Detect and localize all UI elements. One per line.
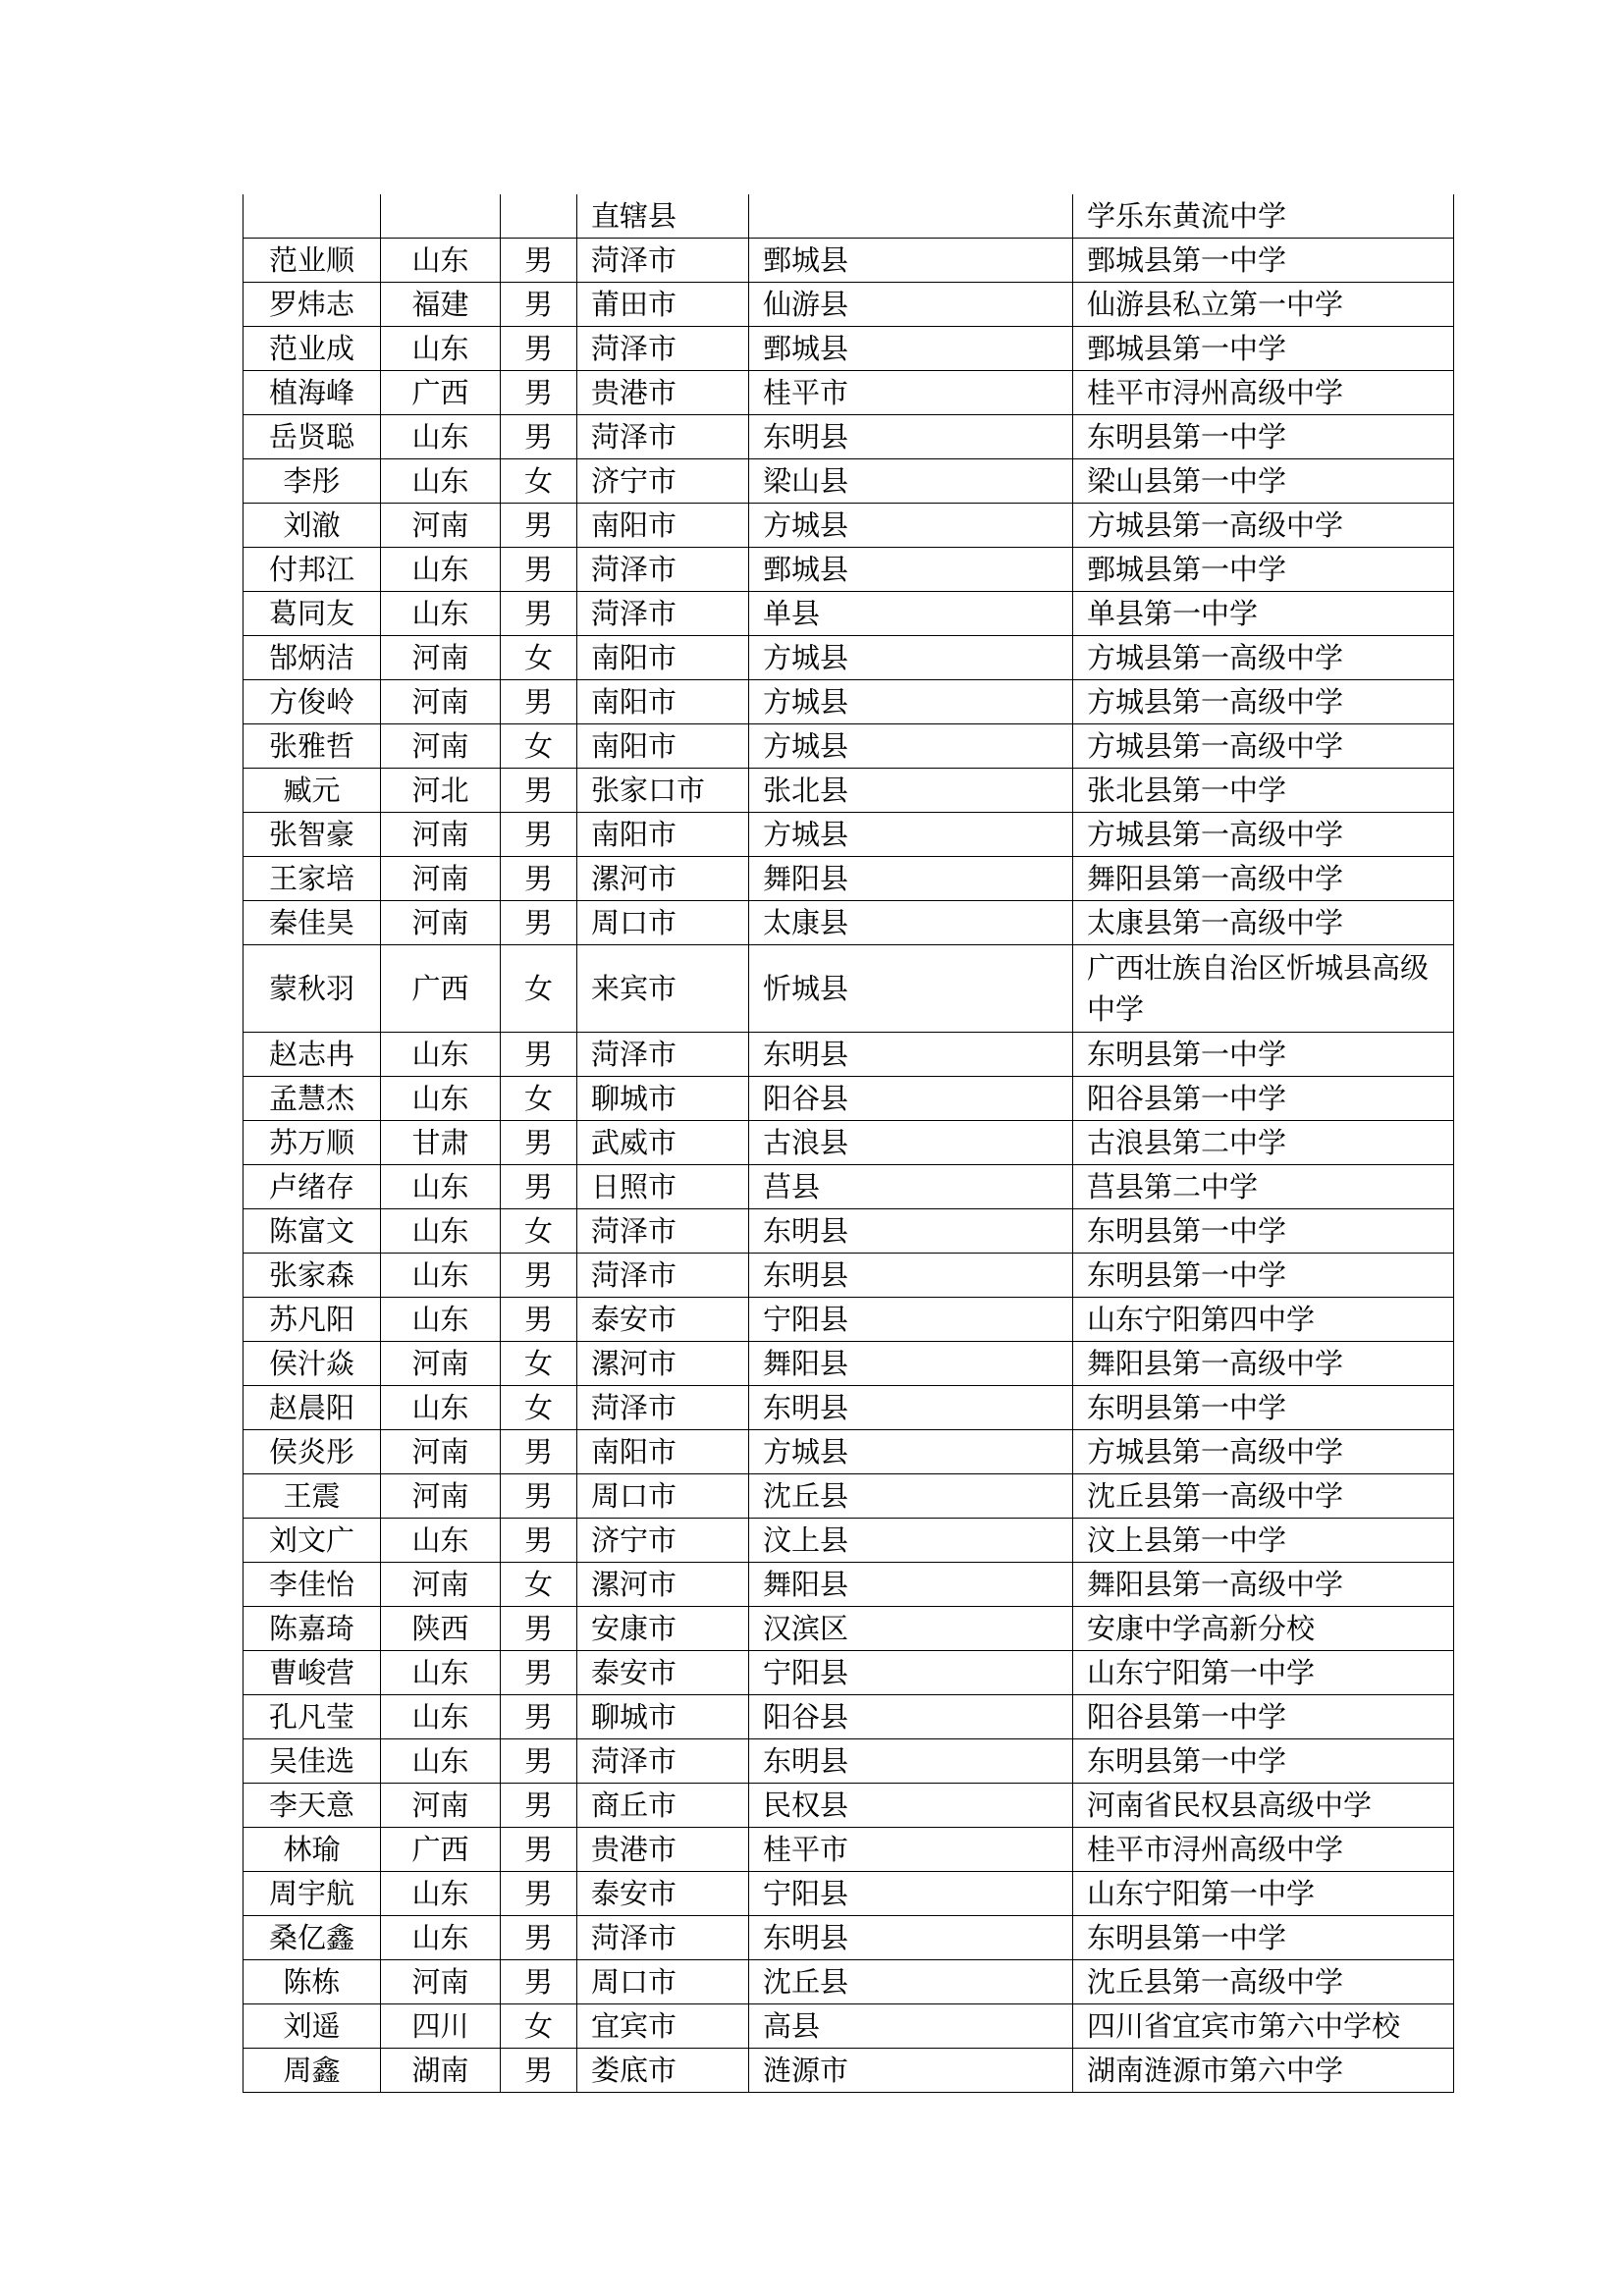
cell-name: 刘澈 <box>244 504 381 548</box>
cell-school: 梁山县第一中学 <box>1073 459 1454 504</box>
cell-city: 菏泽市 <box>577 1209 749 1254</box>
cell-sex: 女 <box>501 1386 577 1430</box>
table-row <box>244 1739 1454 1784</box>
cell-county: 阳谷县 <box>749 1077 1073 1121</box>
table-row <box>244 1121 1454 1165</box>
cell-county: 张北县 <box>749 769 1073 813</box>
table-row <box>244 1033 1454 1077</box>
cell-sex: 男 <box>501 371 577 415</box>
cell-county: 单县 <box>749 592 1073 636</box>
table-row <box>244 1651 1454 1695</box>
cell-sex: 男 <box>501 504 577 548</box>
cell-city: 泰安市 <box>577 1298 749 1342</box>
cell-school: 方城县第一高级中学 <box>1073 813 1454 857</box>
cell-name: 刘文广 <box>244 1519 381 1563</box>
cell-school: 东明县第一中学 <box>1073 1254 1454 1298</box>
cell-county: 汶上县 <box>749 1519 1073 1563</box>
cell-city: 南阳市 <box>577 724 749 769</box>
table-row <box>244 1607 1454 1651</box>
cell-province: 山东 <box>381 1739 501 1784</box>
cell-county: 鄄城县 <box>749 239 1073 283</box>
cell-county: 舞阳县 <box>749 1342 1073 1386</box>
cell-province: 山东 <box>381 1651 501 1695</box>
cell-province: 河南 <box>381 1784 501 1828</box>
cell-county: 梁山县 <box>749 459 1073 504</box>
cell-sex: 女 <box>501 459 577 504</box>
cell-city: 南阳市 <box>577 813 749 857</box>
cell-city: 宜宾市 <box>577 2004 749 2049</box>
cell-city: 武威市 <box>577 1121 749 1165</box>
cell-city: 菏泽市 <box>577 1386 749 1430</box>
cell-province: 甘肃 <box>381 1121 501 1165</box>
cell-city: 漯河市 <box>577 1342 749 1386</box>
table-row-continued <box>244 194 1454 239</box>
cell-school: 阳谷县第一中学 <box>1073 1695 1454 1739</box>
cell-school: 沈丘县第一高级中学 <box>1073 1960 1454 2004</box>
cell-school: 方城县第一高级中学 <box>1073 724 1454 769</box>
cell-school: 安康中学高新分校 <box>1073 1607 1454 1651</box>
cell-county: 东明县 <box>749 1916 1073 1960</box>
cell-province: 河南 <box>381 680 501 724</box>
cell-name: 蒙秋羽 <box>244 945 381 1033</box>
cell-school: 鄄城县第一中学 <box>1073 327 1454 371</box>
cell-name: 卢绪存 <box>244 1165 381 1209</box>
cell-sex: 男 <box>501 283 577 327</box>
cell-county: 莒县 <box>749 1165 1073 1209</box>
cell-county: 宁阳县 <box>749 1298 1073 1342</box>
table-row <box>244 680 1454 724</box>
cell-school: 山东宁阳第四中学 <box>1073 1298 1454 1342</box>
cell-school: 东明县第一中学 <box>1073 1739 1454 1784</box>
cell-sex: 男 <box>501 1828 577 1872</box>
table-row <box>244 1563 1454 1607</box>
cell-school: 舞阳县第一高级中学 <box>1073 1563 1454 1607</box>
cell-county: 舞阳县 <box>749 857 1073 901</box>
table-row <box>244 327 1454 371</box>
cell-city: 来宾市 <box>577 945 749 1033</box>
cell-province: 福建 <box>381 283 501 327</box>
cell-sex: 女 <box>501 1563 577 1607</box>
cell-name: 张智豪 <box>244 813 381 857</box>
table-row <box>244 239 1454 283</box>
cell-county: 东明县 <box>749 1254 1073 1298</box>
table-row <box>244 415 1454 459</box>
cell-sex: 女 <box>501 636 577 680</box>
cell-province <box>381 194 501 239</box>
cell-city: 张家口市 <box>577 769 749 813</box>
cell-province: 广西 <box>381 371 501 415</box>
cell-name: 刘遥 <box>244 2004 381 2049</box>
cell-school: 方城县第一高级中学 <box>1073 636 1454 680</box>
cell-province: 广西 <box>381 945 501 1033</box>
cell-city: 菏泽市 <box>577 1739 749 1784</box>
table-row <box>244 2004 1454 2049</box>
cell-province: 河南 <box>381 901 501 945</box>
cell-city: 日照市 <box>577 1165 749 1209</box>
cell-name: 侯炎彤 <box>244 1430 381 1474</box>
cell-city: 漯河市 <box>577 1563 749 1607</box>
cell-county: 方城县 <box>749 724 1073 769</box>
table-row <box>244 1342 1454 1386</box>
cell-county: 涟源市 <box>749 2049 1073 2093</box>
cell-school: 鄄城县第一中学 <box>1073 548 1454 592</box>
cell-province: 河北 <box>381 769 501 813</box>
table-row <box>244 371 1454 415</box>
table-row <box>244 1960 1454 2004</box>
table-row <box>244 901 1454 945</box>
cell-county: 方城县 <box>749 636 1073 680</box>
cell-school: 舞阳县第一高级中学 <box>1073 857 1454 901</box>
cell-name: 付邦江 <box>244 548 381 592</box>
table-row <box>244 1828 1454 1872</box>
cell-sex: 女 <box>501 945 577 1033</box>
table-row <box>244 1209 1454 1254</box>
cell-name: 林瑜 <box>244 1828 381 1872</box>
cell-county: 舞阳县 <box>749 1563 1073 1607</box>
cell-school: 东明县第一中学 <box>1073 1209 1454 1254</box>
cell-province: 河南 <box>381 857 501 901</box>
table-row <box>244 945 1454 1033</box>
cell-province: 山东 <box>381 1254 501 1298</box>
cell-county: 高县 <box>749 2004 1073 2049</box>
cell-county: 鄄城县 <box>749 327 1073 371</box>
cell-sex: 男 <box>501 1739 577 1784</box>
cell-school: 东明县第一中学 <box>1073 1033 1454 1077</box>
cell-province: 河南 <box>381 813 501 857</box>
cell-name: 周宇航 <box>244 1872 381 1916</box>
cell-sex: 男 <box>501 1033 577 1077</box>
cell-sex: 男 <box>501 769 577 813</box>
cell-sex: 女 <box>501 1342 577 1386</box>
cell-city: 南阳市 <box>577 1430 749 1474</box>
table-row <box>244 1872 1454 1916</box>
cell-county: 宁阳县 <box>749 1651 1073 1695</box>
cell-sex: 女 <box>501 2004 577 2049</box>
cell-name: 孔凡莹 <box>244 1695 381 1739</box>
cell-province: 山东 <box>381 548 501 592</box>
cell-sex: 男 <box>501 1474 577 1519</box>
cell-sex: 男 <box>501 548 577 592</box>
cell-city: 聊城市 <box>577 1077 749 1121</box>
cell-county: 忻城县 <box>749 945 1073 1033</box>
cell-province: 广西 <box>381 1828 501 1872</box>
cell-province: 湖南 <box>381 2049 501 2093</box>
cell-name: 桑亿鑫 <box>244 1916 381 1960</box>
cell-name: 秦佳昊 <box>244 901 381 945</box>
cell-sex: 男 <box>501 1607 577 1651</box>
cell-province: 河南 <box>381 724 501 769</box>
cell-province: 河南 <box>381 1960 501 2004</box>
table-row <box>244 1077 1454 1121</box>
cell-name: 李彤 <box>244 459 381 504</box>
cell-county: 方城县 <box>749 813 1073 857</box>
cell-province: 河南 <box>381 1563 501 1607</box>
cell-province: 山东 <box>381 459 501 504</box>
cell-sex: 男 <box>501 1916 577 1960</box>
cell-school: 张北县第一中学 <box>1073 769 1454 813</box>
table-row <box>244 459 1454 504</box>
cell-county: 汉滨区 <box>749 1607 1073 1651</box>
roster-body <box>244 194 1454 2093</box>
cell-county: 方城县 <box>749 504 1073 548</box>
cell-city: 菏泽市 <box>577 239 749 283</box>
cell-name: 王震 <box>244 1474 381 1519</box>
cell-county: 方城县 <box>749 680 1073 724</box>
cell-school: 汶上县第一中学 <box>1073 1519 1454 1563</box>
cell-sex: 女 <box>501 724 577 769</box>
cell-province: 河南 <box>381 636 501 680</box>
cell-sex: 男 <box>501 415 577 459</box>
student-roster-table <box>243 194 1454 2093</box>
cell-school: 方城县第一高级中学 <box>1073 1430 1454 1474</box>
cell-city: 菏泽市 <box>577 1033 749 1077</box>
cell-city: 菏泽市 <box>577 415 749 459</box>
cell-sex: 男 <box>501 1872 577 1916</box>
table-row <box>244 636 1454 680</box>
cell-sex: 男 <box>501 1695 577 1739</box>
cell-province: 山东 <box>381 1916 501 1960</box>
cell-city: 南阳市 <box>577 636 749 680</box>
cell-city: 泰安市 <box>577 1651 749 1695</box>
cell-city: 泰安市 <box>577 1872 749 1916</box>
cell-sex: 女 <box>501 1209 577 1254</box>
cell-county: 宁阳县 <box>749 1872 1073 1916</box>
cell-city: 漯河市 <box>577 857 749 901</box>
cell-province: 四川 <box>381 2004 501 2049</box>
cell-name: 郜炳洁 <box>244 636 381 680</box>
cell-sex: 男 <box>501 1651 577 1695</box>
cell-name: 张雅哲 <box>244 724 381 769</box>
cell-province: 山东 <box>381 1298 501 1342</box>
cell-school: 舞阳县第一高级中学 <box>1073 1342 1454 1386</box>
cell-school: 桂平市浔州高级中学 <box>1073 1828 1454 1872</box>
cell-name: 葛同友 <box>244 592 381 636</box>
cell-name: 周鑫 <box>244 2049 381 2093</box>
cell-province: 山东 <box>381 1386 501 1430</box>
cell-school: 莒县第二中学 <box>1073 1165 1454 1209</box>
cell-county: 方城县 <box>749 1430 1073 1474</box>
table-row <box>244 769 1454 813</box>
cell-name: 侯汁焱 <box>244 1342 381 1386</box>
cell-school: 山东宁阳第一中学 <box>1073 1872 1454 1916</box>
cell-sex: 女 <box>501 1077 577 1121</box>
cell-name: 赵晨阳 <box>244 1386 381 1430</box>
cell-school: 学乐东黄流中学 <box>1073 194 1454 239</box>
cell-province: 河南 <box>381 1342 501 1386</box>
cell-province: 山东 <box>381 239 501 283</box>
cell-name: 赵志冉 <box>244 1033 381 1077</box>
cell-name: 孟慧杰 <box>244 1077 381 1121</box>
cell-city: 周口市 <box>577 1960 749 2004</box>
cell-name: 曹峻营 <box>244 1651 381 1695</box>
cell-name: 王家培 <box>244 857 381 901</box>
cell-city: 济宁市 <box>577 1519 749 1563</box>
cell-school: 古浪县第二中学 <box>1073 1121 1454 1165</box>
cell-school: 东明县第一中学 <box>1073 415 1454 459</box>
cell-province: 山东 <box>381 1077 501 1121</box>
cell-province: 山东 <box>381 592 501 636</box>
cell-province: 山东 <box>381 1165 501 1209</box>
cell-sex: 男 <box>501 1121 577 1165</box>
cell-school: 广西壮族自治区忻城县高级中学 <box>1073 945 1454 1033</box>
cell-province: 河南 <box>381 1430 501 1474</box>
cell-city: 直辖县 <box>577 194 749 239</box>
cell-city: 菏泽市 <box>577 592 749 636</box>
cell-county: 东明县 <box>749 1209 1073 1254</box>
cell-name: 张家森 <box>244 1254 381 1298</box>
cell-name: 岳贤聪 <box>244 415 381 459</box>
cell-city: 周口市 <box>577 1474 749 1519</box>
cell-county: 沈丘县 <box>749 1960 1073 2004</box>
cell-city: 菏泽市 <box>577 548 749 592</box>
table-row <box>244 1916 1454 1960</box>
cell-county: 桂平市 <box>749 1828 1073 1872</box>
cell-county: 古浪县 <box>749 1121 1073 1165</box>
cell-county: 东明县 <box>749 415 1073 459</box>
table-row <box>244 1386 1454 1430</box>
cell-school: 仙游县私立第一中学 <box>1073 283 1454 327</box>
cell-sex: 男 <box>501 1519 577 1563</box>
cell-county: 东明县 <box>749 1033 1073 1077</box>
cell-city: 菏泽市 <box>577 327 749 371</box>
cell-province: 山东 <box>381 1519 501 1563</box>
cell-city: 贵港市 <box>577 371 749 415</box>
cell-sex: 男 <box>501 1165 577 1209</box>
cell-name: 植海峰 <box>244 371 381 415</box>
cell-city: 安康市 <box>577 1607 749 1651</box>
cell-city: 南阳市 <box>577 680 749 724</box>
cell-county: 阳谷县 <box>749 1695 1073 1739</box>
cell-name <box>244 194 381 239</box>
table-row <box>244 283 1454 327</box>
cell-sex: 男 <box>501 1430 577 1474</box>
cell-province: 山东 <box>381 1872 501 1916</box>
cell-county: 东明县 <box>749 1739 1073 1784</box>
cell-school: 河南省民权县高级中学 <box>1073 1784 1454 1828</box>
cell-name: 吴佳选 <box>244 1739 381 1784</box>
cell-city: 贵港市 <box>577 1828 749 1872</box>
cell-county: 太康县 <box>749 901 1073 945</box>
cell-name: 范业成 <box>244 327 381 371</box>
cell-province: 山东 <box>381 1209 501 1254</box>
cell-school: 阳谷县第一中学 <box>1073 1077 1454 1121</box>
cell-county: 鄄城县 <box>749 548 1073 592</box>
cell-sex: 男 <box>501 813 577 857</box>
cell-county: 民权县 <box>749 1784 1073 1828</box>
cell-city: 商丘市 <box>577 1784 749 1828</box>
cell-city: 周口市 <box>577 901 749 945</box>
cell-sex: 男 <box>501 2049 577 2093</box>
table-row <box>244 1784 1454 1828</box>
cell-sex: 男 <box>501 1298 577 1342</box>
table-row <box>244 1519 1454 1563</box>
cell-school: 四川省宜宾市第六中学校 <box>1073 2004 1454 2049</box>
table-row <box>244 1430 1454 1474</box>
cell-name: 范业顺 <box>244 239 381 283</box>
cell-province: 山东 <box>381 1695 501 1739</box>
table-row <box>244 592 1454 636</box>
table-row <box>244 1254 1454 1298</box>
cell-city: 菏泽市 <box>577 1916 749 1960</box>
table-row <box>244 548 1454 592</box>
table-row <box>244 1165 1454 1209</box>
cell-school: 方城县第一高级中学 <box>1073 680 1454 724</box>
cell-sex: 男 <box>501 1960 577 2004</box>
cell-city: 南阳市 <box>577 504 749 548</box>
cell-sex: 男 <box>501 592 577 636</box>
table-row <box>244 724 1454 769</box>
cell-city: 菏泽市 <box>577 1254 749 1298</box>
table-row <box>244 1474 1454 1519</box>
cell-county: 桂平市 <box>749 371 1073 415</box>
cell-school: 山东宁阳第一中学 <box>1073 1651 1454 1695</box>
cell-county: 东明县 <box>749 1386 1073 1430</box>
table-row <box>244 857 1454 901</box>
cell-school: 鄄城县第一中学 <box>1073 239 1454 283</box>
cell-sex: 男 <box>501 901 577 945</box>
cell-sex <box>501 194 577 239</box>
cell-school: 湖南涟源市第六中学 <box>1073 2049 1454 2093</box>
cell-sex: 男 <box>501 327 577 371</box>
cell-province: 山东 <box>381 327 501 371</box>
cell-name: 方俊岭 <box>244 680 381 724</box>
cell-city: 济宁市 <box>577 459 749 504</box>
cell-sex: 男 <box>501 1254 577 1298</box>
cell-name: 陈栋 <box>244 1960 381 2004</box>
cell-city: 莆田市 <box>577 283 749 327</box>
cell-sex: 男 <box>501 1784 577 1828</box>
cell-province: 河南 <box>381 504 501 548</box>
cell-sex: 男 <box>501 680 577 724</box>
cell-school: 太康县第一高级中学 <box>1073 901 1454 945</box>
cell-school: 方城县第一高级中学 <box>1073 504 1454 548</box>
table-row <box>244 813 1454 857</box>
table-row <box>244 2049 1454 2093</box>
cell-name: 陈嘉琦 <box>244 1607 381 1651</box>
cell-sex: 男 <box>501 239 577 283</box>
cell-name: 李天意 <box>244 1784 381 1828</box>
cell-province: 山东 <box>381 1033 501 1077</box>
cell-name: 苏万顺 <box>244 1121 381 1165</box>
cell-school: 东明县第一中学 <box>1073 1916 1454 1960</box>
cell-name: 李佳怡 <box>244 1563 381 1607</box>
cell-county: 仙游县 <box>749 283 1073 327</box>
cell-name: 苏凡阳 <box>244 1298 381 1342</box>
cell-sex: 男 <box>501 857 577 901</box>
cell-name: 臧元 <box>244 769 381 813</box>
cell-name: 陈富文 <box>244 1209 381 1254</box>
cell-county: 沈丘县 <box>749 1474 1073 1519</box>
cell-school: 沈丘县第一高级中学 <box>1073 1474 1454 1519</box>
table-row <box>244 1695 1454 1739</box>
table-row <box>244 504 1454 548</box>
cell-city: 聊城市 <box>577 1695 749 1739</box>
cell-name: 罗炜志 <box>244 283 381 327</box>
cell-city: 娄底市 <box>577 2049 749 2093</box>
cell-school: 东明县第一中学 <box>1073 1386 1454 1430</box>
cell-school: 单县第一中学 <box>1073 592 1454 636</box>
cell-school: 桂平市浔州高级中学 <box>1073 371 1454 415</box>
cell-county <box>749 194 1073 239</box>
cell-province: 陕西 <box>381 1607 501 1651</box>
table-row <box>244 1298 1454 1342</box>
cell-province: 山东 <box>381 415 501 459</box>
cell-province: 河南 <box>381 1474 501 1519</box>
